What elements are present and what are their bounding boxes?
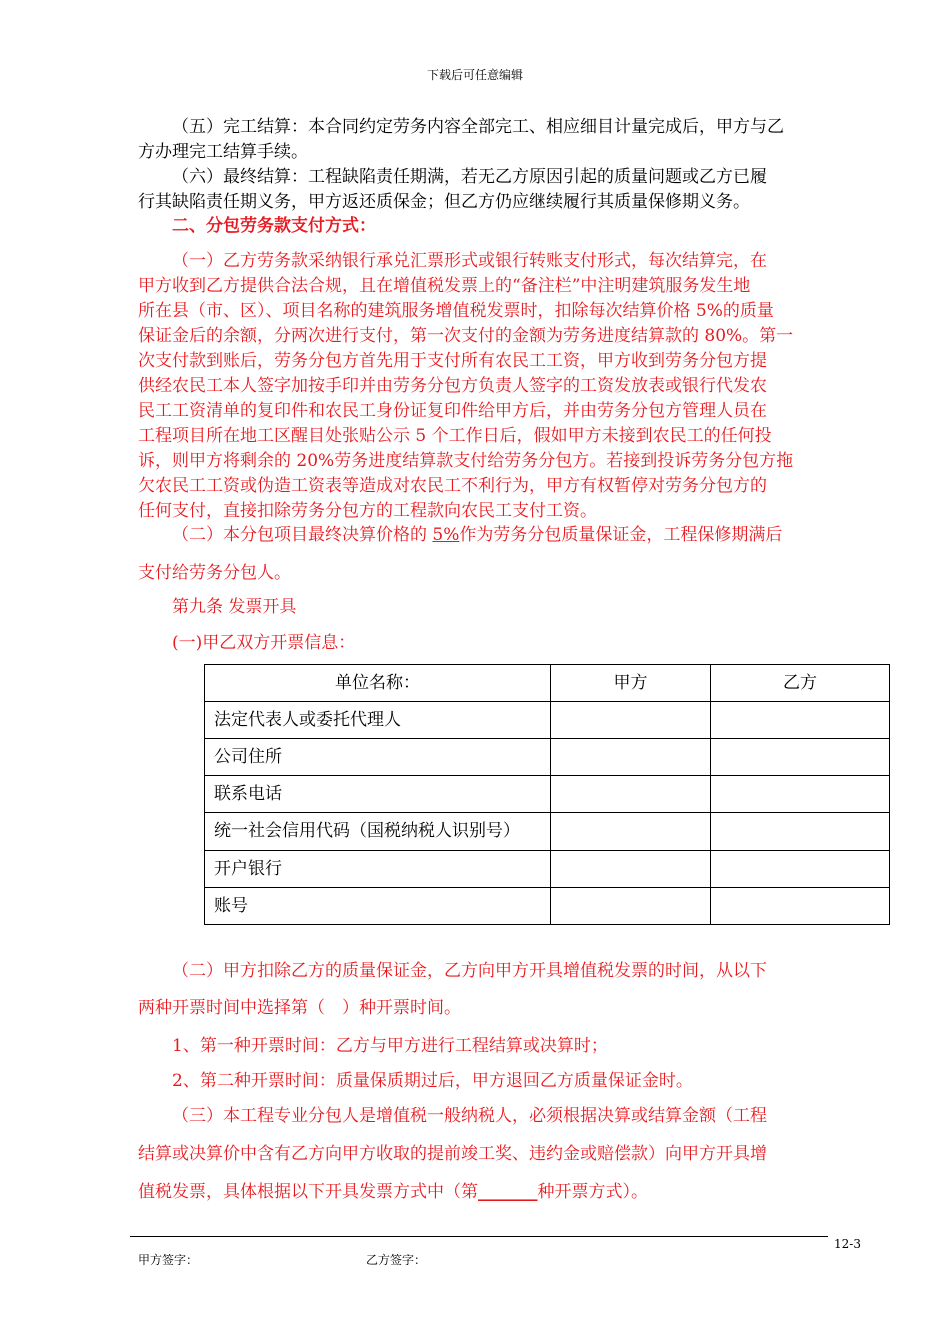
table-cell: 开户银行 (205, 851, 551, 888)
table-cell (711, 851, 890, 888)
payment-2-percent: 5% (432, 525, 460, 545)
payment-1-line: 供经农民工本人签字加按手印并由劳务分包方负责人签字的工资发放表或银行代发农 (138, 376, 767, 396)
invoice-3-prefix: 值税发票，具体根据以下开具发票方式中（第 (138, 1182, 478, 1202)
table-cell (711, 813, 890, 851)
page-number: 12-3 (834, 1237, 861, 1251)
page-header: 下载后可任意编辑 (426, 68, 523, 82)
table-row (205, 739, 890, 776)
payment-2-suffix: 作为劳务分包质量保证金，工程保修期满后 (459, 525, 783, 545)
table-row (205, 776, 890, 813)
table-header-cell: 乙方 (711, 665, 890, 702)
invoice-info-table (204, 664, 890, 925)
clause-6-line-2: 行其缺陷责任期义务，甲方返还质保金；但乙方仍应继续履行其质量保修期义务。 (138, 192, 750, 212)
clause-5-line-2: 方办理完工结算手续。 (138, 142, 308, 162)
table-cell: 公司住所 (205, 739, 551, 776)
invoice-2-line-1: （二）甲方扣除乙方的质量保证金，乙方向甲方开具增值税发票的时间，从以下 (172, 961, 767, 981)
payment-1-line: 次支付款到账后，劳务分包方首先用于支付所有农民工工资，甲方收到劳务分包方提 (138, 351, 767, 371)
signature-party-a: 甲方签字： (138, 1253, 199, 1267)
invoice-option-2: 2、第二种开票时间：质量保质期过后，甲方退回乙方质量保证金时。 (172, 1071, 693, 1091)
payment-1-line: 所在县（市、区）、项目名称的建筑服务增值税发票时，扣除每次结算价格 5%的质量 (138, 301, 774, 321)
invoice-3-line-3 (138, 1180, 648, 1205)
table-header-cell: 单位名称： (205, 665, 551, 702)
invoice-2-line-2: 两种开票时间中选择第（ ）种开票时间。 (138, 998, 461, 1018)
payment-1-line: 欠农民工工资或伪造工资表等造成对农民工不利行为，甲方有权暂停对劳务分包方的 (138, 476, 767, 496)
payment-1-line: 任何支付，直接扣除劳务分包方的工程款向农民工支付工资。 (138, 501, 597, 521)
table-cell: 法定代表人或委托代理人 (205, 702, 551, 739)
table-cell (711, 888, 890, 925)
table-row (205, 702, 890, 739)
table-header-cell: 甲方 (551, 665, 711, 702)
clause-5-line-1: （五）完工结算：本合同约定劳务内容全部完工、相应细目计量完成后，甲方与乙 (172, 117, 784, 137)
invoice-method-blank: _______ (478, 1182, 538, 1202)
table-cell (551, 776, 711, 813)
article-9-title: 第九条 发票开具 (172, 597, 297, 617)
payment-1-line: （一）乙方劳务款采纳银行承兑汇票形式或银行转账支付形式，每次结算完，在 (172, 251, 767, 271)
payment-1-line: 甲方收到乙方提供合法合规，且在增值税发票上的“备注栏”中注明建筑服务发生地 (138, 276, 751, 296)
invoice-3-suffix: 种开票方式）。 (537, 1182, 648, 1202)
payment-1-line: 保证金后的余额，分两次进行支付，第一次支付的金额为劳务进度结算款的 80%。第一 (138, 326, 794, 346)
payment-1-line: 工程项目所在地工区醒目处张贴公示 5 个工作日后，假如甲方未接到农民工的任何投 (138, 426, 772, 446)
table-row (205, 888, 890, 925)
section-2-title: 二、分包劳务款支付方式： (172, 216, 376, 236)
table-cell (711, 739, 890, 776)
invoice-option-1: 1、第一种开票时间：乙方与甲方进行工程结算或决算时； (172, 1036, 608, 1056)
payment-2-line-2: 支付给劳务分包人。 (138, 563, 291, 583)
table-cell (551, 813, 711, 851)
payment-2-line-1 (172, 523, 782, 548)
table-row (205, 851, 890, 888)
table-cell (551, 739, 711, 776)
payment-1-line: 民工工资清单的复印件和农民工身份证复印件给甲方后，并由劳务分包方管理人员在 (138, 401, 767, 421)
table-cell (551, 888, 711, 925)
signature-party-b: 乙方签字： (366, 1253, 427, 1267)
payment-2-prefix: （二）本分包项目最终决算价格的 (172, 525, 433, 545)
footer-divider (130, 1236, 828, 1237)
table-header-row (205, 665, 890, 702)
invoice-3-line-1: （三）本工程专业分包人是增值税一般纳税人，必须根据决算或结算金额（工程 (172, 1106, 767, 1126)
table-cell: 联系电话 (205, 776, 551, 813)
table-row (205, 813, 890, 851)
table-cell: 账号 (205, 888, 551, 925)
table-cell: 统一社会信用代码（国税纳税人识别号） (205, 813, 551, 851)
table-cell (551, 851, 711, 888)
table-cell (711, 776, 890, 813)
invoice-info-title: (一)甲乙双方开票信息： (172, 633, 356, 653)
clause-6-line-1: （六）最终结算：工程缺陷责任期满，若无乙方原因引起的质量问题或乙方已履 (172, 167, 767, 187)
invoice-3-line-2: 结算或决算价中含有乙方向甲方收取的提前竣工奖、违约金或赔偿款）向甲方开具增 (138, 1144, 767, 1164)
table-cell (551, 702, 711, 739)
payment-1-line: 诉，则甲方将剩余的 20%劳务进度结算款支付给劳务分包方。若接到投诉劳务分包方拖 (138, 451, 794, 471)
table-cell (711, 702, 890, 739)
